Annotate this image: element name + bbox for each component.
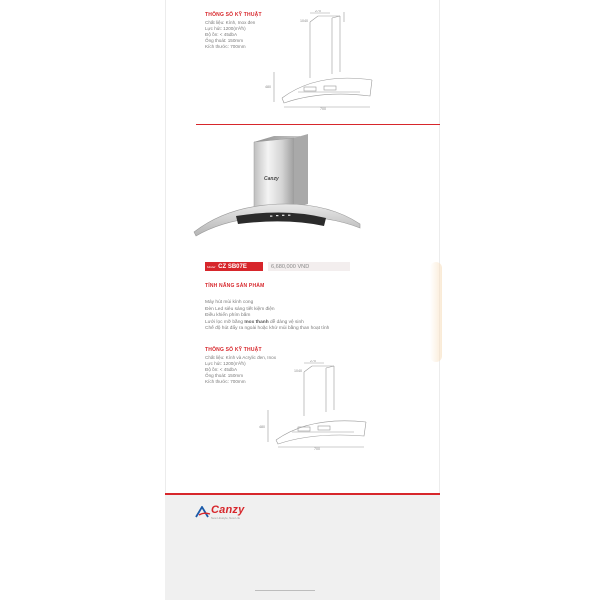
features-title: TÍNH NĂNG SẢN PHẨM [205, 283, 265, 289]
feature-item: Máy hút mùi kính cong [205, 300, 254, 305]
feature-item: Chế độ hút đẩy ra ngoài hoặc khử mùi bằng than hoạt tính [205, 326, 330, 331]
dim-height: 480 [259, 425, 265, 429]
spec-item: Chất liệu: Kính và Acrylic đen, Inox [205, 355, 276, 360]
spec-item: Lực hút: 1200(m³/h) [205, 26, 246, 31]
logo-text: Canzy [211, 504, 245, 516]
dim-top-side: 1040 [294, 369, 302, 373]
dim-bottom: 700 [320, 107, 326, 110]
spec-title-top: THÔNG SỐ KỸ THUẬT [205, 12, 262, 18]
dim-bottom: 700 [314, 447, 320, 450]
feature-text: dễ dàng vệ sinh [268, 319, 304, 325]
spec-item: Kích thước: 700mm [205, 379, 246, 384]
spec-item: Ống thoát: 150mm [205, 38, 244, 43]
dim-height: 480 [265, 85, 271, 89]
spec-item: Chất liệu: Kính, Inox đen [205, 20, 256, 25]
logo-mark-icon [195, 506, 211, 518]
bottom-divider [255, 590, 315, 591]
spec-item: Kích thước: 700mm [205, 44, 246, 49]
side-decoration [430, 262, 442, 362]
spec-item: Ống thoát: 150mm [205, 373, 244, 378]
range-hood-image [190, 132, 370, 242]
feature-text: Lưới lọc mỡ bằng [205, 319, 245, 325]
dim-top-side: 1040 [300, 19, 308, 23]
dimension-drawing-bottom [258, 360, 378, 450]
dim-top-width: 270 [315, 10, 321, 13]
feature-item: Đèn Led siêu sáng tiết kiệm điện [205, 306, 275, 312]
feature-highlight: Inox thanh [244, 319, 269, 325]
spec-item: Độ ồn: < 45dbA [205, 32, 238, 37]
logo-tagline: New Lifestyle, New Life [211, 516, 241, 520]
spec-item: Độ ồn: < 45dbA [205, 367, 238, 372]
feature-item: Điều khiển phím bấm [205, 313, 251, 318]
dim-top-width: 270 [310, 360, 316, 363]
spec-item: Lực hút: 1200(m³/h) [205, 361, 246, 366]
spec-title-bottom: THÔNG SỐ KỸ THUẬT [205, 347, 262, 353]
features-list [205, 300, 329, 333]
model-number: CZ SB07E [218, 263, 247, 270]
dimension-drawing-top [262, 10, 387, 110]
model-label: Model [207, 264, 216, 269]
product-price: 6,680,000 VND [268, 262, 350, 271]
model-badge [205, 262, 263, 271]
spec-list-top [205, 20, 255, 50]
section-divider-top [196, 124, 440, 125]
hood-brand-label: Canzy [264, 176, 279, 182]
